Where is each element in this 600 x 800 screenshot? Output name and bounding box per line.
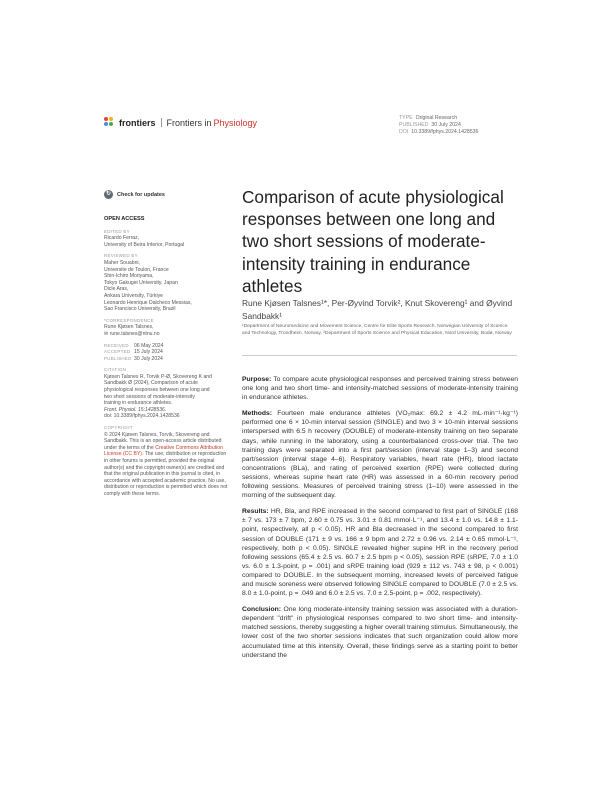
frontiers-logo-icon: [104, 117, 115, 128]
reviewed-by-section: [104, 253, 230, 312]
purpose-label: Purpose:: [242, 376, 272, 383]
citation-line: two short sessions of moderate-intensity: [104, 393, 195, 400]
article-title: Comparison of acute physiological responses between one long and two short sessions of moderate-intensity training in endurance athletes: [242, 187, 504, 296]
citation-line: training in endurance athletes.: [104, 400, 173, 407]
reviewer-3-affiliation: Ankara University, Türkiye: [104, 292, 163, 299]
journal-logo[interactable]: [104, 117, 257, 128]
citation-line: Sandbakk Ø (2024), Comparison of acute: [104, 380, 199, 387]
edited-by-section: [104, 229, 230, 249]
abstract: [242, 375, 518, 667]
conclusion-text: One long moderate-intensity training session was associated with a duration-dependent "drift" in physiological responses compared to two short time- and intensity-matched sessions, thereby suggesting a higher overall training stimulus. Simultaneously, the lower cost of the two shorter sessions indicates that such organization could allow more accumulated time at this intensity. Overall, these findings serve as a starting point to better understand the: [242, 606, 518, 659]
published-label: PUBLISHED: [104, 355, 132, 361]
correspondence-label: *CORRESPONDENCE: [104, 317, 154, 323]
copyright-text: [104, 432, 230, 498]
reviewer-1-name: Maher Souabni,: [104, 259, 140, 266]
reviewer-4-affiliation: Sao Francisco University, Brazil: [104, 306, 176, 313]
meta-type-value: Original Research: [415, 115, 458, 121]
citation-label: CITATION: [104, 367, 127, 373]
received-label: RECEIVED: [104, 342, 129, 348]
affiliations: ¹Department of Neuromedicine and Movement Science, Centre for Elite Sports Research, Norwegian University of Science and Technology, Trondheim, Norway, ²Department of Sports Science and Physical Education, Nord University, Bodø, Norway: [242, 324, 512, 336]
article-meta: [399, 115, 478, 137]
accepted-date: 15 July 2024: [134, 349, 163, 356]
citation-line: Front. Physiol. 15:1428536.: [104, 406, 167, 413]
reviewer-1-affiliation: Universite de Toulon, France: [104, 266, 169, 273]
dates-section: [104, 343, 230, 363]
reviewer-2-name: Shin-Ichiro Moriyama,: [104, 273, 154, 280]
purpose-text: To compare acute physiological responses and perceived training stress between one long and two short time- and intensity-matched sessions of moderate-intensity training in endurance athletes.: [242, 376, 518, 402]
abstract-methods: [242, 409, 518, 500]
reviewer-3-name: Dicle Aras,: [104, 286, 129, 293]
citation-line: Kjøsen Talsnes R, Torvik P-Ø, Skovereng K and: [104, 373, 212, 380]
check-for-updates-button[interactable]: [104, 190, 165, 199]
logo-divider: [161, 118, 162, 127]
meta-type-label: TYPE: [399, 115, 413, 121]
abstract-results: [242, 507, 518, 598]
article-sidebar: [104, 216, 230, 500]
methods-label: Methods:: [242, 410, 272, 418]
abstract-purpose: [242, 375, 518, 402]
published-date: 30 July 2024: [134, 355, 163, 362]
reviewed-by-label: REVIEWED BY: [104, 253, 138, 259]
journal-name-prefix: Frontiers in: [166, 117, 212, 128]
correspondence-email[interactable]: ✉ rune.talsnes@ntnu.no: [104, 330, 160, 337]
results-text: HR, Bla, and RPE increased in the second compared to first part of SINGLE (168 ± 7 vs. 173 ± 7 bpm, 2.60 ± 0.75 vs. 3.01 ± 0.81 mmol·L⁻¹, and 13.4 ± 1.0 vs. 14.8 ± 1.1-point, respectively, all p < 0.05). HR and Bla decreased in the second compared to first session of DOUBLE (171 ± 9 vs. 166 ± 9 bpm and 2.72 ± 0.96 vs. 2.14 ± 0.65 mmol·L⁻¹, respectively, both p < 0.05). SINGLE revealed higher supine HR in the recovery period following sessions (65.4 ± 2.5 vs. 60.7 ± 2.5 bpm p < 0.05), session RPE (sRPE, 7.0 ± 1.0 vs. 6.0 ± 1.3-point, p = .001) and sRPE training load (929 ± 112 vs. 743 ± 98, p < 0.001) compared to DOUBLE. In the subsequent morning, increased levels of perceived fatigue and muscle soreness were observed following SINGLE compared to DOUBLE (7.0 ± 2.5 vs. 8.0 ± 1.0-point, p = .049 and 6.0 ± 2.5 vs. 7.0 ± 2.5-point, p = .002, respectively).: [242, 508, 518, 598]
reviewer-4-name: Leonardo Henrique Dalcheco Messias,: [104, 299, 192, 306]
check-for-updates-label: Check for updates: [117, 191, 165, 198]
meta-doi-label: DOI: [399, 129, 409, 136]
meta-doi-value[interactable]: 10.3389/fphys.2024.1428536: [411, 129, 479, 136]
meta-published-label: PUBLISHED: [399, 122, 429, 129]
results-label: Results:: [242, 508, 269, 516]
conclusion-label: Conclusion:: [242, 606, 281, 614]
methods-text: Fourteen male endurance athletes (VO₂max: 69.2 ± 4.2 mL·min⁻¹·kg⁻¹) performed one 6 × 10-min interval session (SINGLE) and two 3 × 10-min interval sessions interspersed with 6.5 h recovery (DOUBLE) of moderate-intensity training on two separate days, while running in the laboratory, using a counterbalanced cross-over trial. The two training days were separated into a first part/session (interval stage 1–3) and second part/session (interval stage 4–6). Respiratory variables, heart rate (HR), blood lactate concentrations (BLa), and rating of perceived exertion (RPE) were collected during sessions, whereas supine heart rate (HR) was assessed in a 60-min recovery period following sessions. Measures of perceived training stress (1–10) were assessed in the morning of the subsequent day.: [242, 410, 518, 500]
accepted-label: ACCEPTED: [104, 349, 131, 355]
edited-by-label: EDITED BY: [104, 228, 130, 234]
received-date: 06 May 2024: [134, 342, 164, 349]
refresh-icon: ↻: [105, 191, 112, 197]
meta-published-value: 30 July 2024: [431, 122, 461, 129]
copyright-text-b: The use, distribution or reproduction in other forums is permitted, provided the original author(s) and the copyright owner(s) are credited and that the original publication in this journal is cited, in accordance with accepted academic practice. No use, distribution or reproduction is permitted which does not comply with these terms.: [104, 451, 228, 497]
open-access-label: OPEN ACCESS: [104, 216, 145, 222]
copyright-section: [104, 425, 230, 498]
editor-affiliation: University of Beira Interior, Portugal: [104, 241, 185, 248]
header-divider: [242, 355, 517, 356]
editor-name: Ricardo Ferraz,: [104, 235, 140, 242]
reviewer-2-affiliation: Tokyo Gakugei University, Japan: [104, 279, 178, 286]
journal-name-subject: Physiology: [213, 117, 258, 128]
correspondence-section: [104, 318, 230, 338]
copyright-text-a: © 2024 Kjøsen Talsnes, Torvik, Skovereng and Sandbakk. This is an open-access article distributed under the terms of the: [104, 431, 222, 451]
copyright-label: COPYRIGHT: [104, 425, 133, 431]
correspondence-name: Rune Kjøsen Talsnes,: [104, 324, 154, 331]
brand-name: frontiers: [119, 117, 156, 128]
abstract-conclusion: [242, 605, 518, 660]
citation-section: [104, 367, 230, 420]
citation-line: physiological responses between one long and: [104, 387, 210, 394]
license-link[interactable]: Creative Commons Attribution License (CC BY).: [104, 444, 223, 458]
author-list: Rune Kjøsen Talsnes¹*, Per-Øyvind Torvik², Knut Skovereng¹ and Øyvind Sandbakk¹: [242, 298, 513, 321]
citation-doi[interactable]: doi: 10.3389/fphys.2024.1428536: [104, 413, 180, 420]
